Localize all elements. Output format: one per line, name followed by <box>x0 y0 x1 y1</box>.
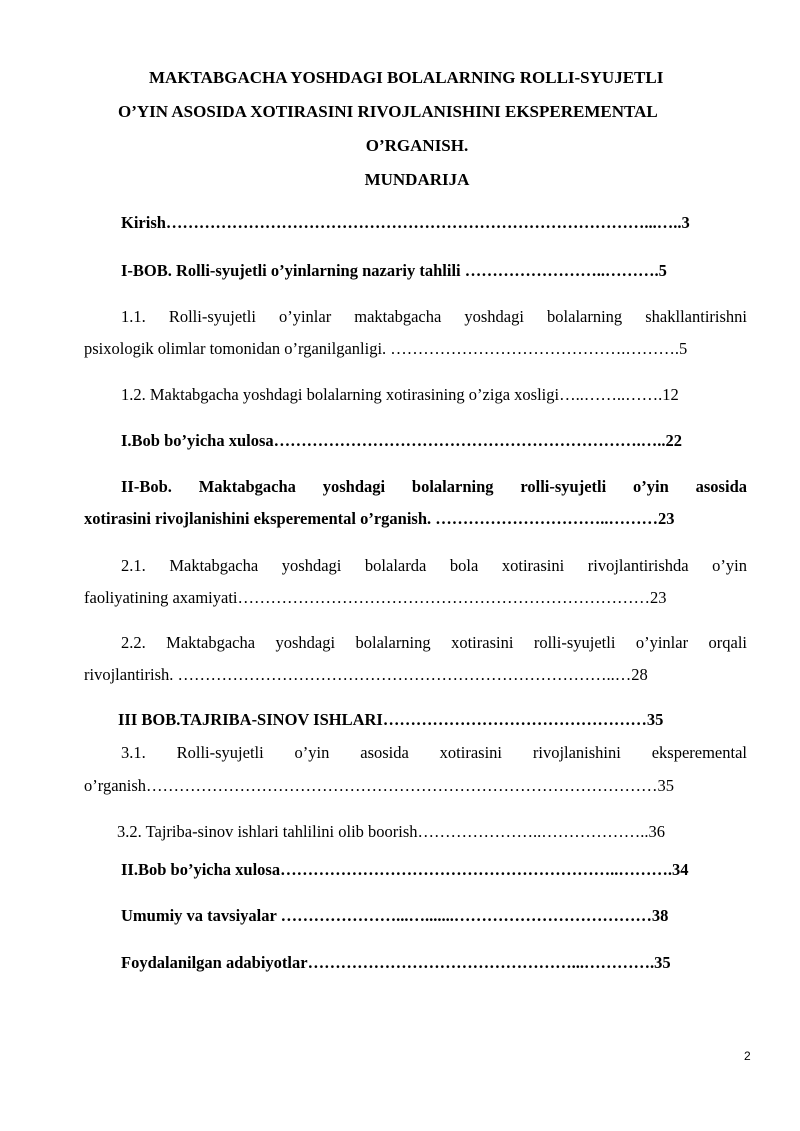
toc-entry-conclusions: Umumiy va tavsiyalar …………………...….......………………………………38 <box>121 906 669 925</box>
toc-entry-chapter-2-line-2: xotirasini rivojlanishini eksperemental o’rganish. …………………………..………23 <box>84 509 675 528</box>
toc-entry-chapter-2-conclusion: II.Bob bo’yicha xulosa……………………………………………………..……….34 <box>121 860 689 879</box>
toc-entry-2-1-line-1: 2.1. Maktabgacha yoshdagi bolalarda bola xotirasini rivojlantirishda o’yin <box>121 556 747 575</box>
toc-entry-3-1-line-1: 3.1. Rolli-syujetli o’yin asosida xotirasini rivojlanishini eksperemental <box>121 743 747 762</box>
toc-entry-1-1-line-1: 1.1. Rolli-syujetli o’yinlar maktabgacha yoshdagi bolalarning shakllantirishni <box>121 307 747 326</box>
toc-entry-3-1-line-2: o’rganish…………………………………………………………………………………35 <box>84 776 675 795</box>
toc-entry-kirish: Kirish……………………………………………………………………………...…..3 <box>121 213 690 232</box>
toc-entry-1-1-line-2: psixologik olimlar tomonidan o’rganilganligi. …………………………………….……….5 <box>84 339 688 358</box>
title-line-2: O’YIN ASOSIDA XOTIRASINI RIVOJLANISHINI EKSPEREMENTAL <box>118 102 658 121</box>
toc-entry-chapter-2-line-1: II-Bob. Maktabgacha yoshdagi bolalarning rolli-syujetli o’yin asosida <box>121 477 747 496</box>
toc-entry-2-2-line-1: 2.2. Maktabgacha yoshdagi bolalarning xotirasini rolli-syujetli o’yinlar orqali <box>121 633 747 652</box>
toc-entry-2-1-line-2: faoliyatining axamiyati…………………………………………………………………23 <box>84 588 667 607</box>
toc-entry-3-2: 3.2. Tajriba-sinov ishlari tahlilini olib boorish…………………..………………..36 <box>117 822 666 841</box>
toc-entry-chapter-1: I-BOB. Rolli-syujetli o’yinlarning nazariy tahlili ……………………..……….5 <box>121 261 667 280</box>
title-line-1: MAKTABGACHA YOSHDAGI BOLALARNING ROLLI-SYUJETLI <box>149 68 664 87</box>
toc-entry-chapter-1-conclusion: I.Bob bo’yicha xulosa………………………………………………………….…..22 <box>121 431 683 450</box>
toc-entry-references: Foydalanilgan adabiyotlar…………………………………………...………….35 <box>121 953 671 972</box>
page-number: 2 <box>744 1049 751 1063</box>
toc-entry-2-2-line-2: rivojlantirish. ……………………………………………………………………..…28 <box>84 665 648 684</box>
toc-heading: MUNDARIJA <box>364 170 470 189</box>
title-line-3: O’RGANISH. <box>365 136 469 155</box>
toc-entry-chapter-3: III BOB.TAJRIBA-SINOV ISHLARI…………………………………………35 <box>118 710 664 729</box>
toc-entry-1-2: 1.2. Maktabgacha yoshdagi bolalarning xotirasining o’ziga xosligi…..……..…….12 <box>121 385 679 404</box>
